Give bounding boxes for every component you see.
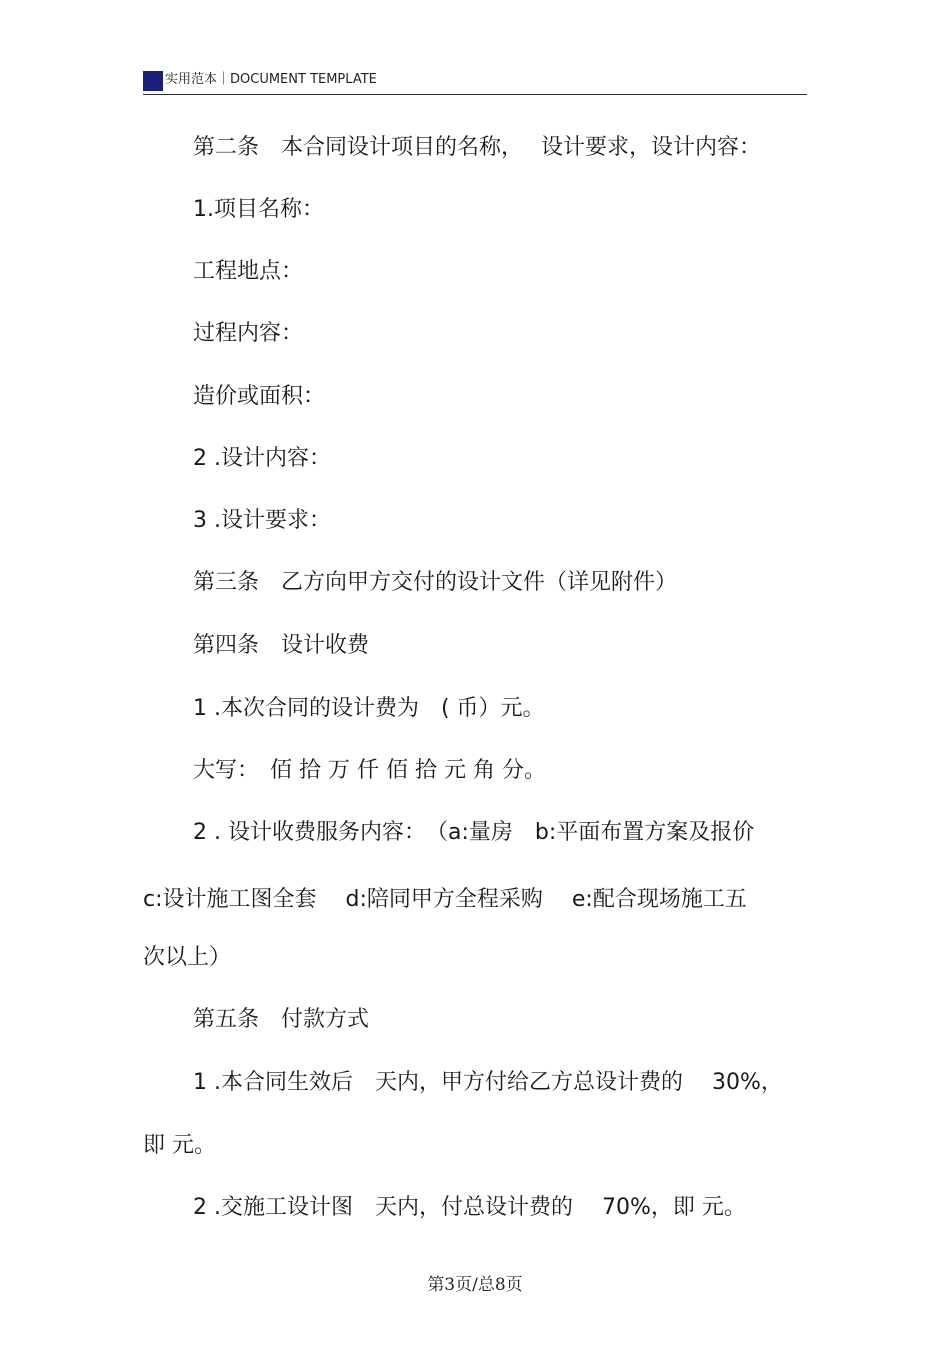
- logo-square-icon: [143, 71, 163, 91]
- article-4-heading: 第四条 设计收费: [193, 633, 370, 658]
- article-3-heading: 第三条 乙方向甲方交付的设计文件（详见附件）: [193, 570, 678, 595]
- cost-or-area-field: 造价或面积：: [193, 384, 326, 409]
- project-location-field: 工程地点：: [193, 259, 304, 284]
- design-content-field: 2 .设计内容：: [193, 446, 331, 471]
- fee-services-line-end: 次以上）: [143, 945, 232, 970]
- article-5-heading: 第五条 付款方式: [193, 1007, 370, 1032]
- fee-services-line-cont: c:设计施工图全套 d:陪同甲方全程采购 e:配合现场施工五: [143, 887, 747, 912]
- process-content-field: 过程内容：: [193, 321, 304, 346]
- fee-in-words-line: 大写： 佰 拾 万 仟 佰 拾 元 角 分。: [193, 758, 546, 783]
- design-fee-line: 1 .本次合同的设计费为 ( 币）元。: [193, 696, 545, 721]
- design-requirements-field: 3 .设计要求：: [193, 508, 331, 533]
- page-header: [143, 68, 807, 95]
- payment-term-2: 2 .交施工设计图 天内，付总设计费的 70%，即 元。: [193, 1195, 746, 1220]
- fee-services-line: 2 . 设计收费服务内容： （a:量房 b:平面布置方案及报价: [193, 820, 755, 845]
- project-name-field: 1.项目名称：: [193, 197, 324, 222]
- payment-term-1: 1 .本合同生效后 天内，甲方付给乙方总设计费的 30%，: [193, 1070, 783, 1095]
- page-number: 第3页/总8页: [427, 1275, 523, 1295]
- payment-term-1-cont: 即 元。: [143, 1133, 216, 1158]
- header-title: 实用范本｜DOCUMENT TEMPLATE: [165, 72, 377, 87]
- article-2-heading: 第二条 本合同设计项目的名称， 设计要求，设计内容：: [193, 135, 761, 160]
